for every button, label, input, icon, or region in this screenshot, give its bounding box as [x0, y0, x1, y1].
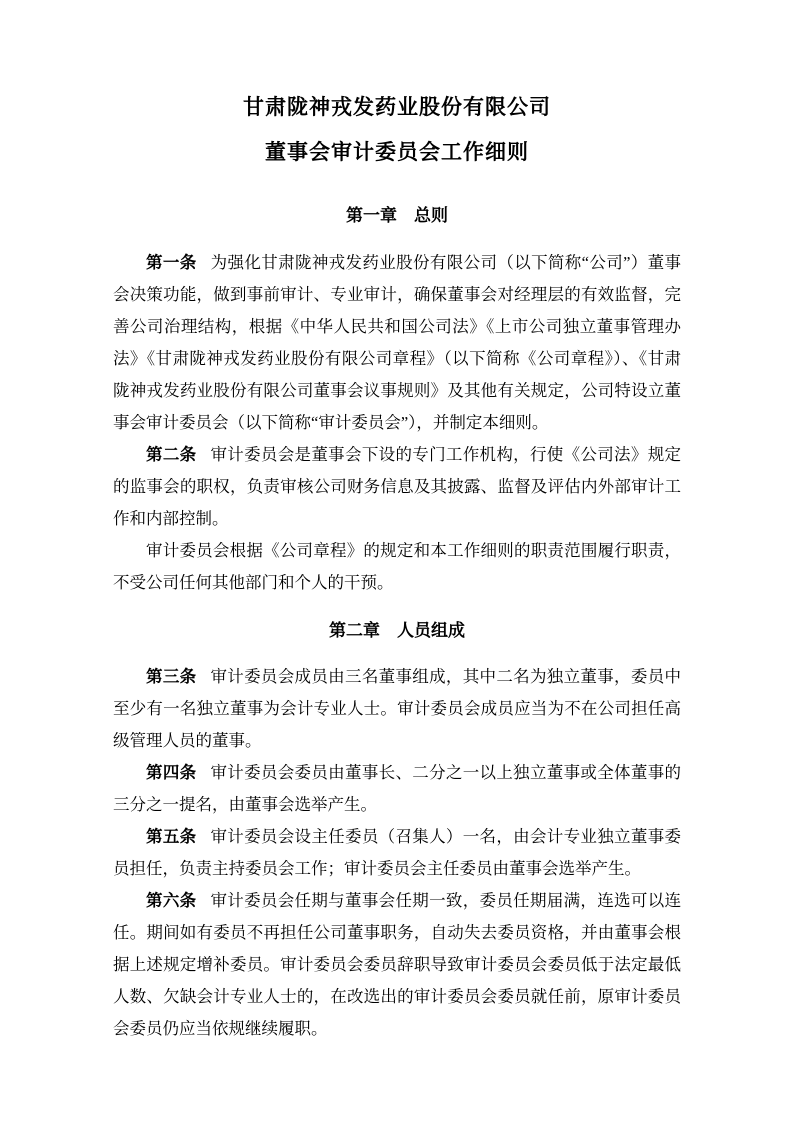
- document-title-line-2: 董事会审计委员会工作细则: [265, 140, 529, 165]
- article-3-label: 第三条: [146, 666, 197, 686]
- article-2-continuation-paragraph: [113, 535, 681, 599]
- article-4-paragraph: [113, 757, 681, 821]
- article-2-paragraph: [113, 439, 681, 535]
- article-5-label: 第五条: [146, 826, 197, 846]
- article-5-text: 审计委员会设主任委员（召集人）一名，由会计专业独立董事委员担任，负责主持委员会工作；审计委员会主任委员由董事会选举产生。: [113, 826, 682, 878]
- article-6-text: 审计委员会任期与董事会任期一致，委员任期届满，连选可以连任。期间如有委员不再担任公司董事职务，自动失去委员资格，并由董事会根据上述规定增补委员。审计委员会委员辞职导致审计委员会委员低于法定最低人数、欠缺会计专业人士的，在改选出的审计委员会委员就任前，原审计委员会委员仍应当依规继续履职。: [113, 890, 682, 1038]
- article-4-text: 审计委员会委员由董事长、二分之一以上独立董事或全体董事的三分之一提名，由董事会选举产生。: [113, 762, 682, 814]
- article-6-label: 第六条: [146, 890, 197, 910]
- chapter-heading-personnel-composition: 第二章 人员组成: [329, 620, 465, 640]
- document-title-line-1: 甘肃陇神戎发药业股份有限公司: [243, 95, 551, 119]
- article-2-continuation-text: 审计委员会根据《公司章程》的规定和本工作细则的职责范围履行职责，不受公司任何其他部门和个人的干预。: [113, 540, 681, 592]
- article-2-text: 审计委员会是董事会下设的专门工作机构，行使《公司法》规定的监事会的职权，负责审核公司财务信息及其披露、监督及评估内外部审计工作和内部控制。: [113, 444, 682, 528]
- article-1-label: 第一条: [146, 252, 197, 272]
- article-6-paragraph: [113, 885, 681, 1045]
- article-2-label: 第二条: [146, 444, 197, 464]
- article-1-text: 为强化甘肃陇神戎发药业股份有限公司（以下简称“公司”）董事会决策功能，做到事前审计、专业审计，确保董事会对经理层的有效监督，完善公司治理结构，根据《中华人民共和国公司法》《上市公司独立董事管理办法》《甘肃陇神戎发药业股份有限公司章程》（以下简称《公司章程》）、《甘肃陇神戎发药业股份有限公司董事会议事规则》及其他有关规定，公司特设立董事会审计委员会（以下简称“审计委员会”），并制定本细则。: [113, 252, 682, 432]
- article-1-paragraph: [113, 247, 681, 439]
- article-3-paragraph: [113, 661, 681, 757]
- article-5-paragraph: [113, 821, 681, 885]
- article-3-text: 审计委员会成员由三名董事组成，其中二名为独立董事，委员中至少有一名独立董事为会计专业人士。审计委员会成员应当为不在公司担任高级管理人员的董事。: [113, 666, 682, 750]
- article-4-label: 第四条: [146, 762, 197, 782]
- chapter-heading-general-provisions: 第一章 总则: [346, 206, 448, 226]
